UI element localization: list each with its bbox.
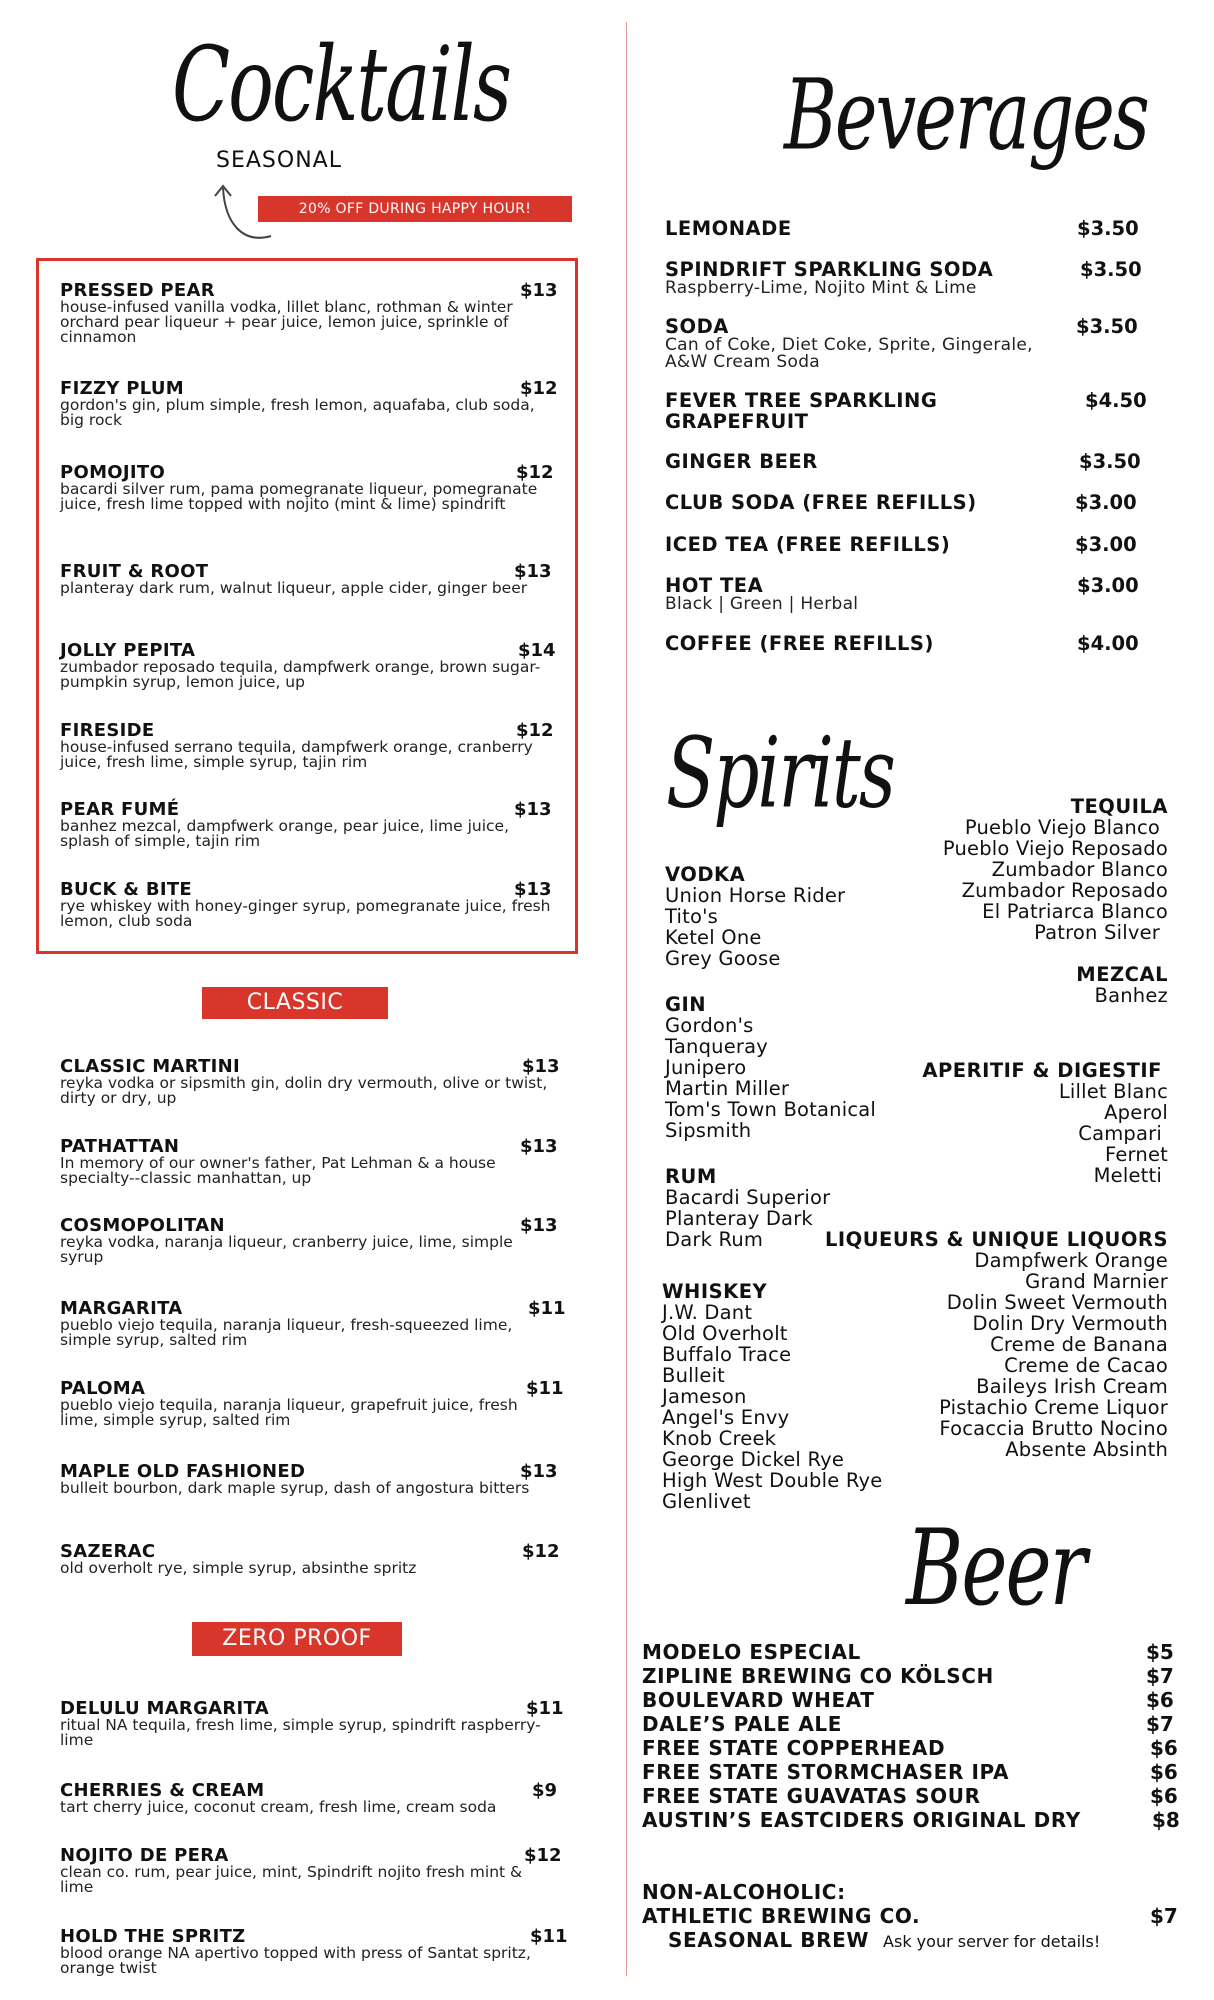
- item-price: $6: [1150, 1784, 1178, 1808]
- item-price: $7: [1146, 1712, 1174, 1736]
- spirit-item: Grand Marnier: [1025, 1270, 1168, 1293]
- item-description: In memory of our owner's father, Pat Lehman & a house specialty--classic manhattan, up: [60, 1154, 496, 1187]
- spirit-item: Tito's: [665, 905, 719, 928]
- item-description: clean co. rum, pear juice, mint, Spindrift nojito fresh mint & lime: [60, 1863, 523, 1896]
- item-price: $11: [530, 1926, 568, 1947]
- spirit-category-label: APERITIF & DIGESTIF: [922, 1059, 1162, 1082]
- item-description: house-infused serrano tequila, dampfwerk orange, cranberry juice, fresh lime, simple syrup, tajin rim: [60, 738, 533, 771]
- item-price: $3.50: [1077, 217, 1139, 240]
- spirit-category-label: MEZCAL: [1076, 963, 1168, 986]
- spirit-category-label: GIN: [665, 993, 707, 1016]
- menu-item: [60, 1215, 558, 1266]
- item-name: ZIPLINE BREWING CO KÖLSCH: [642, 1664, 994, 1688]
- item-name: COSMOPOLITAN: [60, 1215, 225, 1236]
- item-description: pueblo viejo tequila, naranja liqueur, fresh-squeezed lime, simple syrup, salted rim: [60, 1316, 513, 1349]
- na-sub-label: SEASONAL BREW: [668, 1928, 870, 1952]
- item-name: BOULEVARD WHEAT: [642, 1688, 875, 1712]
- item-price: $6: [1146, 1688, 1174, 1712]
- spirit-item: Bacardi Superior: [665, 1186, 831, 1209]
- spirit-item: Pueblo Viejo Blanco: [964, 816, 1160, 839]
- item-price: $12: [522, 1541, 560, 1562]
- menu-item: [60, 801, 552, 849]
- spirit-item: Fernet: [1104, 1143, 1168, 1166]
- na-label-row: [642, 1880, 1182, 1904]
- item-name: FREE STATE GUAVATAS SOUR: [642, 1784, 981, 1808]
- mezcal-section: [848, 964, 1168, 1006]
- menu-item: [60, 640, 556, 691]
- item-description: bacardi silver rum, pama pomegranate liqueur, pomegranate juice, fresh lime topped with nojito (mint & lime) spindrift: [60, 480, 538, 513]
- spirit-item: Jameson: [662, 1385, 747, 1408]
- beverage-item: [665, 390, 1145, 432]
- item-name: BUCK & BITE: [60, 879, 193, 900]
- item-price: $12: [524, 1845, 562, 1866]
- spirit-item: J.W. Dant: [662, 1301, 753, 1324]
- menu-item: [60, 378, 558, 429]
- na-sub-row: [642, 1928, 1182, 1952]
- spirit-item: Campari: [1078, 1122, 1162, 1145]
- item-name: AUSTIN’S EASTCIDERS ORIGINAL DRY: [642, 1808, 1081, 1832]
- beverage-item: [665, 633, 1145, 654]
- item-name: NOJITO DE PERA: [60, 1845, 229, 1866]
- menu-item: [60, 1378, 564, 1429]
- spirit-item: Aperol: [1104, 1101, 1168, 1124]
- spirit-item: Angel's Envy: [662, 1406, 790, 1429]
- menu-item: [60, 1056, 560, 1107]
- item-name: HOT TEA: [665, 574, 764, 597]
- spirit-item: Dark Rum: [665, 1228, 764, 1251]
- item-price: $4.50: [1085, 389, 1147, 412]
- item-price: $9: [532, 1780, 558, 1801]
- item-name: COFFEE (FREE REFILLS): [665, 632, 934, 655]
- tequila-section: [848, 796, 1168, 943]
- item-name: LEMONADE: [665, 217, 792, 240]
- beverage-item: [665, 451, 1145, 472]
- spirit-item: Martin Miller: [665, 1077, 790, 1100]
- item-description: Can of Coke, Diet Coke, Sprite, Gingerale, A&W Cream Soda: [665, 335, 1033, 372]
- spirit-item: Junipero: [665, 1056, 747, 1079]
- item-description: pueblo viejo tequila, naranja liqueur, grapefruit juice, fresh lime, simple syrup, salted rim: [60, 1396, 518, 1429]
- spirit-list: [665, 1015, 876, 1141]
- spirit-category-label: RUM: [665, 1165, 717, 1188]
- spirit-item: Baileys Irish Cream: [976, 1375, 1168, 1398]
- spirit-item: Buffalo Trace: [662, 1343, 792, 1366]
- spirit-item: Glenlivet: [662, 1490, 751, 1513]
- item-description: Black | Green | Herbal: [665, 594, 859, 614]
- spirit-item: Dolin Sweet Vermouth: [946, 1291, 1168, 1314]
- item-price: $3.50: [1080, 258, 1142, 281]
- item-name: MODELO ESPECIAL: [642, 1640, 861, 1664]
- item-description: banhez mezcal, dampfwerk orange, pear juice, lime juice, splash of simple, tajin rim: [60, 817, 510, 850]
- item-price: $3.00: [1077, 574, 1139, 597]
- zero-proof-banner: ZERO PROOF: [192, 1622, 402, 1656]
- menu-item: [60, 1461, 558, 1497]
- spirit-item: Planteray Dark: [665, 1207, 813, 1230]
- spirit-item: Old Overholt: [662, 1322, 788, 1345]
- spirit-item: Zumbador Reposado: [961, 879, 1168, 902]
- item-name: FREE STATE COPPERHEAD: [642, 1736, 946, 1760]
- beverage-item: [665, 534, 1145, 555]
- cocktails-title: Cocktails: [172, 24, 510, 145]
- menu-item: [60, 280, 558, 346]
- item-price: $7: [1150, 1904, 1178, 1928]
- item-price: $6: [1150, 1736, 1178, 1760]
- beer-item: [642, 1736, 1182, 1760]
- item-description: bulleit bourbon, dark maple syrup, dash of angostura bitters: [60, 1479, 530, 1497]
- beer-list: [642, 1640, 1182, 1832]
- gin-section: [665, 994, 876, 1141]
- item-name: DALE’S PALE ALE: [642, 1712, 843, 1736]
- item-price: $13: [520, 1215, 558, 1236]
- beverage-item: [665, 316, 1145, 371]
- item-name: CLASSIC MARTINI: [60, 1056, 241, 1077]
- spirit-item: Grey Goose: [665, 947, 781, 970]
- spirit-item: Focaccia Brutto Nocino: [939, 1417, 1168, 1440]
- item-name: FRUIT & ROOT: [60, 561, 209, 582]
- rum-section: [665, 1166, 830, 1250]
- spirit-list: [848, 817, 1168, 943]
- item-price: $11: [528, 1298, 566, 1319]
- item-description: tart cherry juice, coconut cream, fresh lime, cream soda: [60, 1798, 497, 1816]
- liqueurs-section: [808, 1229, 1168, 1460]
- item-description: reyka vodka, naranja liqueur, cranberry juice, lime, simple syrup: [60, 1233, 513, 1266]
- item-name: ATHLETIC BREWING CO.: [642, 1904, 921, 1928]
- spirit-item: Dampfwerk Orange: [974, 1249, 1168, 1272]
- item-price: $13: [514, 799, 552, 820]
- spirit-item: Tanqueray: [665, 1035, 769, 1058]
- item-name: SODA: [665, 315, 729, 338]
- item-description: ritual NA tequila, fresh lime, simple syrup, spindrift raspberry-lime: [60, 1716, 541, 1749]
- item-description: house-infused vanilla vodka, lillet blanc, rothman & winter orchard pear liqueur + pear juice, lemon juice, sprinkle of cinnamon: [60, 298, 513, 346]
- na-label: NON-ALCOHOLIC:: [642, 1880, 846, 1904]
- beer-item: [642, 1808, 1182, 1832]
- na-note: Ask your server for details!: [883, 1932, 1101, 1951]
- spirit-list: [808, 1250, 1168, 1460]
- item-price: $4.00: [1077, 632, 1139, 655]
- spirit-category-label: TEQUILA: [1070, 795, 1168, 818]
- item-price: $11: [526, 1378, 564, 1399]
- item-price: $8: [1152, 1808, 1180, 1832]
- spirit-category-label: VODKA: [665, 863, 746, 886]
- item-price: $3.50: [1079, 450, 1141, 473]
- item-name: FIZZY PLUM: [60, 378, 184, 399]
- beer-item: [642, 1664, 1182, 1688]
- item-name: GINGER BEER: [665, 450, 818, 473]
- column-divider: [626, 22, 627, 1976]
- item-description: zumbador reposado tequila, dampfwerk orange, brown sugar-pumpkin syrup, lemon juice, up: [60, 658, 541, 691]
- beverages-title: Beverages: [784, 58, 1148, 172]
- spirit-item: Pueblo Viejo Reposado: [942, 837, 1168, 860]
- item-price: $5: [1146, 1640, 1174, 1664]
- spirit-item: Lillet Blanc: [1058, 1080, 1168, 1103]
- item-description: Raspberry-Lime, Nojito Mint & Lime: [665, 278, 977, 298]
- menu-item: [60, 1780, 558, 1816]
- spirit-category-label: WHISKEY: [662, 1280, 768, 1303]
- spirit-item: Zumbador Blanco: [991, 858, 1168, 881]
- item-price: $11: [526, 1698, 564, 1719]
- spirit-item: Banhez: [1094, 984, 1168, 1007]
- spirit-list: [665, 1187, 830, 1250]
- vodka-section: [665, 864, 845, 969]
- spirit-item: High West Double Rye: [662, 1469, 883, 1492]
- item-price: $14: [518, 640, 556, 661]
- spirit-item: Dolin Dry Vermouth: [972, 1312, 1168, 1335]
- menu-item: [60, 1541, 560, 1577]
- item-name: SAZERAC: [60, 1541, 156, 1562]
- item-name: MAPLE OLD FASHIONED: [60, 1461, 306, 1482]
- beer-item: [642, 1712, 1182, 1736]
- beer-title: Beer: [906, 1508, 1085, 1630]
- item-name: JOLLY PEPITA: [60, 640, 196, 661]
- spirit-item: Tom's Town Botanical: [665, 1098, 877, 1121]
- spirit-item: Sipsmith: [665, 1119, 752, 1142]
- beer-item: [642, 1760, 1182, 1784]
- item-price: $12: [516, 720, 554, 741]
- item-price: $7: [1146, 1664, 1174, 1688]
- spirit-item: Knob Creek: [662, 1427, 777, 1450]
- item-description: planteray dark rum, walnut liqueur, apple cider, ginger beer: [60, 579, 528, 597]
- spirit-item: Creme de Banana: [990, 1333, 1168, 1356]
- item-description: old overholt rye, simple syrup, absinthe spritz: [60, 1559, 417, 1577]
- item-name: FEVER TREE SPARKLING GRAPEFRUIT: [665, 389, 938, 433]
- item-name: POMOJITO: [60, 462, 166, 483]
- spirit-item: Pistachio Creme Liquor: [939, 1396, 1168, 1419]
- menu-item: [60, 563, 552, 596]
- item-price: $12: [516, 462, 554, 483]
- item-name: FREE STATE STORMCHASER IPA: [642, 1760, 1010, 1784]
- menu-item: [60, 1698, 564, 1749]
- item-name: FIRESIDE: [60, 720, 155, 741]
- spirit-list: [665, 885, 845, 969]
- item-name: HOLD THE SPRITZ: [60, 1926, 246, 1947]
- spirit-item: Gordon's: [665, 1014, 754, 1037]
- beverage-item: [665, 492, 1145, 513]
- item-price: $3.00: [1075, 491, 1137, 514]
- menu-item: [60, 1298, 566, 1349]
- item-price: $6: [1150, 1760, 1178, 1784]
- beer-item: [642, 1688, 1182, 1712]
- spirit-item: El Patriarca Blanco: [982, 900, 1168, 923]
- menu-item: [60, 464, 552, 512]
- item-price: $13: [514, 879, 552, 900]
- spirit-item: Meletti: [1093, 1164, 1162, 1187]
- item-price: $12: [520, 378, 558, 399]
- item-description: blood orange NA apertivo topped with press of Santat spritz, orange twist: [60, 1944, 531, 1977]
- item-price: $3.50: [1076, 315, 1138, 338]
- spirit-category-label: LIQUEURS & UNIQUE LIQUORS: [824, 1228, 1168, 1251]
- item-name: MARGARITA: [60, 1298, 183, 1319]
- spirit-list: [848, 1081, 1168, 1186]
- item-name: DELULU MARGARITA: [60, 1698, 269, 1719]
- spirit-item: Ketel One: [665, 926, 762, 949]
- beverage-item: [665, 259, 1145, 297]
- item-description: gordon's gin, plum simple, fresh lemon, aquafaba, club soda, big rock: [60, 396, 535, 429]
- spirit-item: George Dickel Rye: [662, 1448, 845, 1471]
- beverage-item: [665, 575, 1145, 613]
- menu-item: [60, 1136, 558, 1187]
- item-price: $13: [520, 1461, 558, 1482]
- beverage-item: [665, 218, 1145, 239]
- non-alcoholic-section: [642, 1880, 1182, 1952]
- menu-item: [60, 881, 552, 929]
- item-description: reyka vodka or sipsmith gin, dolin dry vermouth, olive or twist, dirty or dry, up: [60, 1074, 548, 1107]
- beer-item: [642, 1640, 1182, 1664]
- spirits-title: Spirits: [666, 716, 894, 830]
- aperitif-section: [848, 1060, 1168, 1186]
- cocktails-subtitle: SEASONAL: [216, 148, 342, 173]
- item-name: PALOMA: [60, 1378, 146, 1399]
- item-name: SPINDRIFT SPARKLING SODA: [665, 258, 994, 281]
- beer-item: [642, 1784, 1182, 1808]
- menu-item: [60, 1845, 562, 1896]
- menu-item: [60, 722, 552, 770]
- item-price: $13: [522, 1056, 560, 1077]
- item-name: ICED TEA (FREE REFILLS): [665, 533, 951, 556]
- spirit-item: Absente Absinth: [1005, 1438, 1168, 1461]
- item-price: $13: [520, 1136, 558, 1157]
- beer-item: [642, 1904, 1182, 1928]
- item-price: $13: [520, 280, 558, 301]
- classic-banner: CLASSIC: [202, 987, 388, 1019]
- spirit-item: Union Horse Rider: [665, 884, 846, 907]
- spirit-item: Patron Silver: [1034, 921, 1160, 944]
- item-description: rye whiskey with honey-ginger syrup, pomegranate juice, fresh lemon, club soda: [60, 897, 551, 930]
- item-price: $13: [514, 561, 552, 582]
- item-name: PATHATTAN: [60, 1136, 180, 1157]
- spirit-item: Bulleit: [662, 1364, 726, 1387]
- item-name: PEAR FUMÉ: [60, 799, 180, 820]
- item-price: $3.00: [1075, 533, 1137, 556]
- spirit-list: [848, 985, 1168, 1006]
- item-name: PRESSED PEAR: [60, 280, 215, 301]
- item-name: CHERRIES & CREAM: [60, 1780, 265, 1801]
- menu-item: [60, 1926, 568, 1977]
- spirit-item: Creme de Cacao: [1004, 1354, 1168, 1377]
- item-name: CLUB SODA (FREE REFILLS): [665, 491, 977, 514]
- happy-hour-banner: 20% OFF DURING HAPPY HOUR!: [258, 196, 572, 222]
